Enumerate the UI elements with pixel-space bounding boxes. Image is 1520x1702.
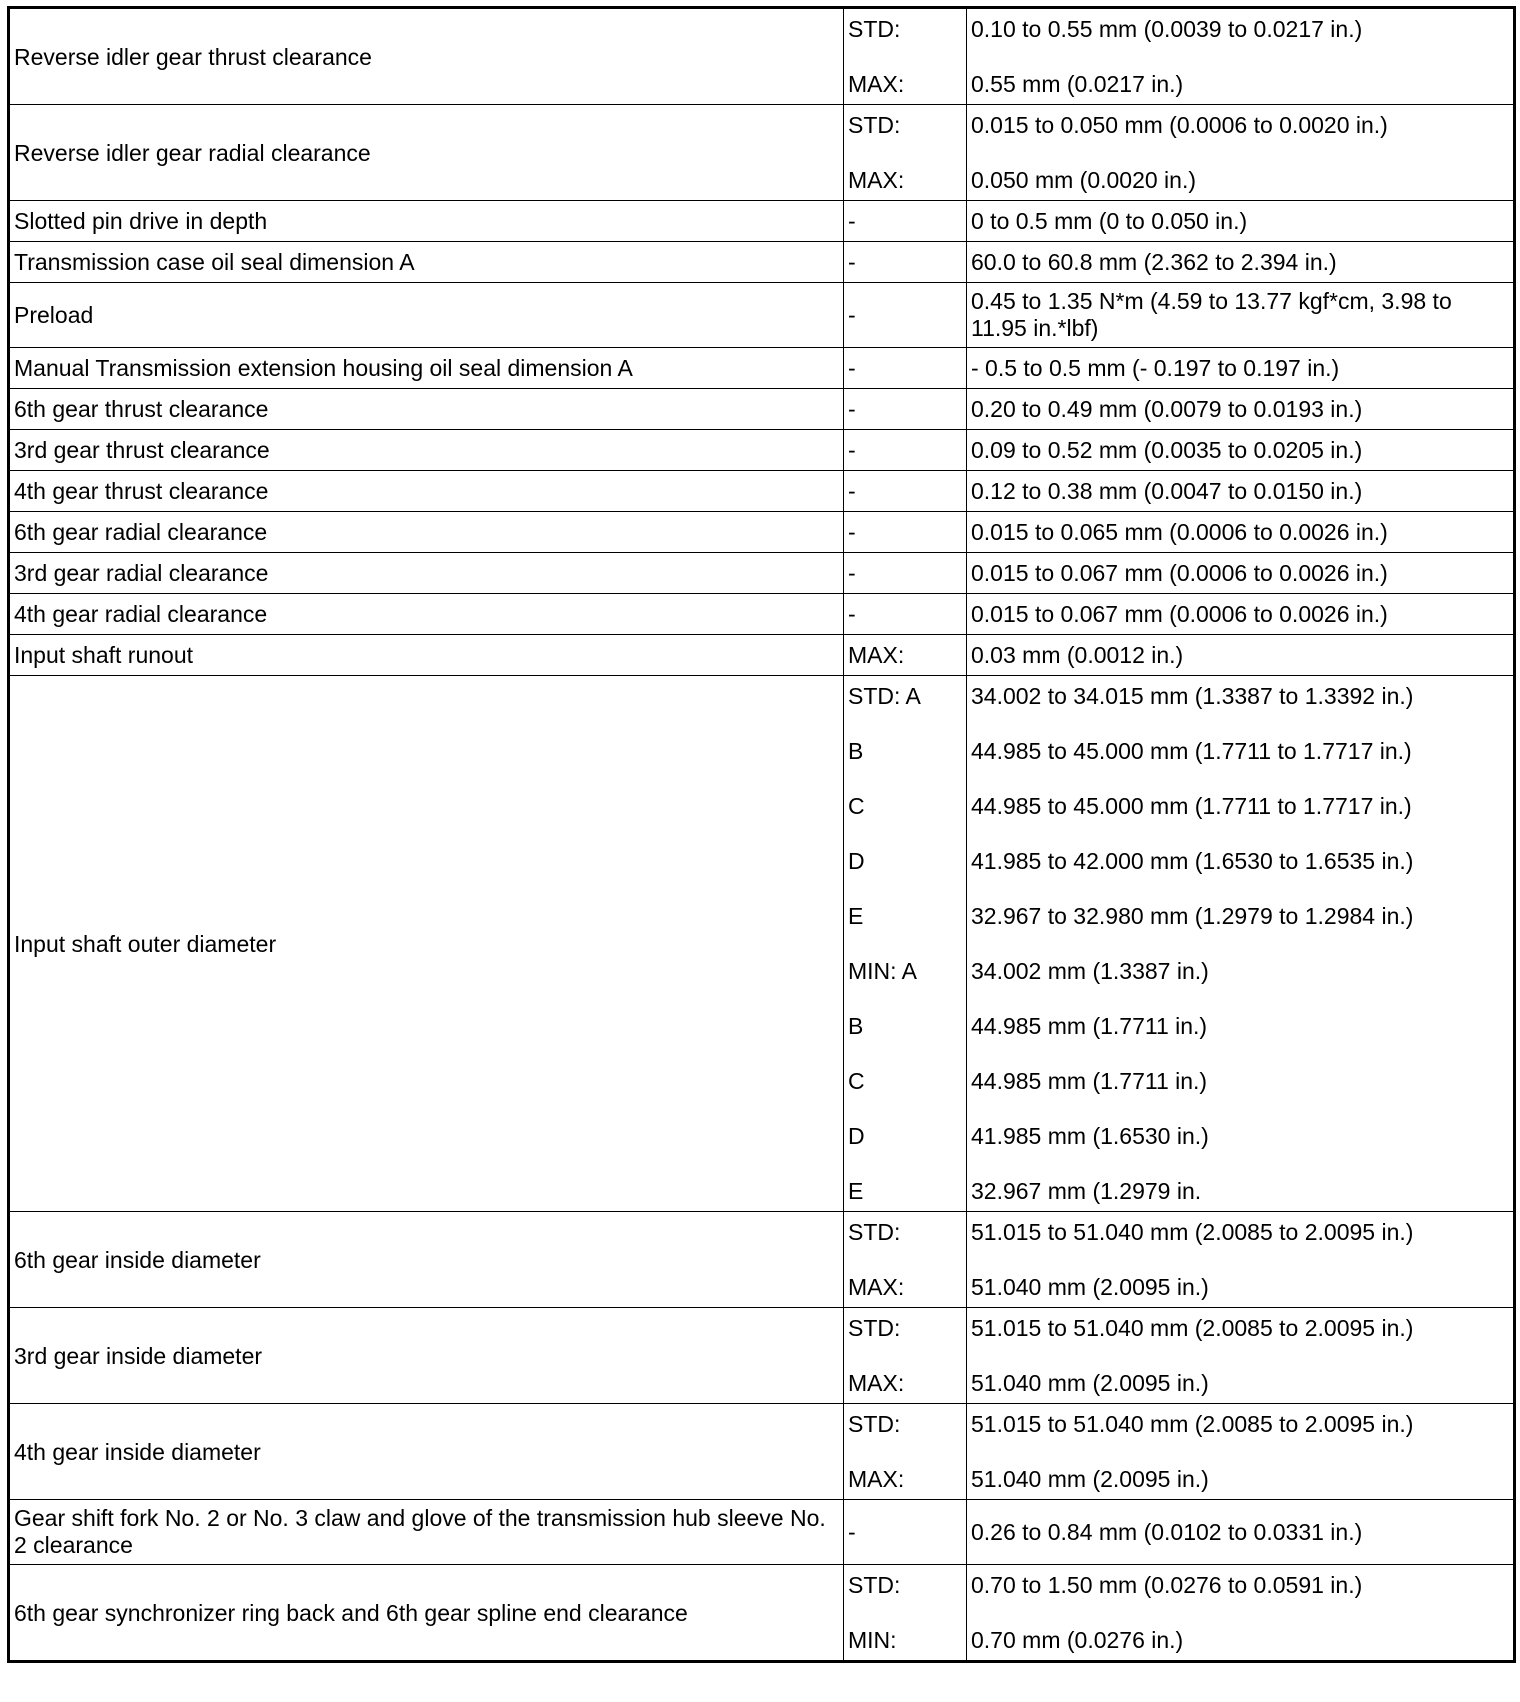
spec-item-name: 6th gear synchronizer ring back and 6th gear spline end clearance (9, 1565, 844, 1662)
spec-category-cell (844, 8, 967, 105)
spec-item-name: 4th gear thrust clearance (9, 471, 844, 512)
spec-item-name: Transmission case oil seal dimension A (9, 242, 844, 283)
table-row (9, 553, 1515, 594)
table-row (9, 1308, 1515, 1404)
spec-category-cell: - (844, 389, 967, 430)
spec-item-name: 4th gear inside diameter (9, 1404, 844, 1500)
spec-category: C (848, 793, 865, 819)
spec-category-cell (844, 1565, 967, 1662)
spec-category: STD: (848, 1572, 901, 1598)
spec-category-cell: - (844, 242, 967, 283)
spec-value-cell: 0.12 to 0.38 mm (0.0047 to 0.0150 in.) (967, 471, 1515, 512)
spec-item-name: Gear shift fork No. 2 or No. 3 claw and glove of the transmission hub sleeve No. 2 clearance (9, 1500, 844, 1565)
spec-category-cell (844, 676, 967, 1212)
spec-category: STD: (848, 112, 901, 138)
spec-category-cell: - (844, 471, 967, 512)
spec-value-cell: 0.26 to 0.84 mm (0.0102 to 0.0331 in.) (967, 1500, 1515, 1565)
table-row (9, 8, 1515, 105)
spec-category-cell: - (844, 1500, 967, 1565)
spec-category-cell (844, 1212, 967, 1308)
spec-category: B (848, 1013, 864, 1039)
table-row (9, 676, 1515, 1212)
spec-category-cell (844, 1308, 967, 1404)
spec-item-name: Input shaft runout (9, 635, 844, 676)
spec-value: 51.015 to 51.040 mm (2.0085 to 2.0095 in.) (971, 1219, 1414, 1245)
spec-value: 0.70 mm (0.0276 in.) (971, 1627, 1184, 1653)
spec-value-cell (967, 8, 1515, 105)
spec-category: B (848, 738, 864, 764)
spec-value-cell: 60.0 to 60.8 mm (2.362 to 2.394 in.) (967, 242, 1515, 283)
spec-value: 44.985 mm (1.7711 in.) (971, 1013, 1208, 1039)
table-row (9, 283, 1515, 348)
table-row (9, 1500, 1515, 1565)
spec-item-name: Reverse idler gear radial clearance (9, 105, 844, 201)
spec-table (7, 6, 1516, 1663)
table-row (9, 471, 1515, 512)
spec-item-name: 6th gear inside diameter (9, 1212, 844, 1308)
table-row (9, 201, 1515, 242)
spec-category: MAX: (848, 1370, 905, 1396)
spec-value-cell: 0.09 to 0.52 mm (0.0035 to 0.0205 in.) (967, 430, 1515, 471)
spec-item-name: 6th gear thrust clearance (9, 389, 844, 430)
spec-item-name: Preload (9, 283, 844, 348)
spec-item-name: Manual Transmission extension housing oil seal dimension A (9, 348, 844, 389)
spec-value-cell: 0.015 to 0.067 mm (0.0006 to 0.0026 in.) (967, 553, 1515, 594)
spec-value: 34.002 to 34.015 mm (1.3387 to 1.3392 in.) (971, 683, 1414, 709)
spec-value: 0.10 to 0.55 mm (0.0039 to 0.0217 in.) (971, 16, 1363, 42)
spec-value-cell (967, 105, 1515, 201)
spec-category: MAX: (848, 1274, 905, 1300)
table-row (9, 348, 1515, 389)
spec-value-cell (967, 1212, 1515, 1308)
spec-item-name: 3rd gear inside diameter (9, 1308, 844, 1404)
spec-value: 51.015 to 51.040 mm (2.0085 to 2.0095 in.) (971, 1315, 1414, 1341)
spec-value-cell: 0.03 mm (0.0012 in.) (967, 635, 1515, 676)
spec-value-cell (967, 676, 1515, 1212)
spec-value-cell: - 0.5 to 0.5 mm (- 0.197 to 0.197 in.) (967, 348, 1515, 389)
table-row (9, 1404, 1515, 1500)
spec-value-cell: 0.015 to 0.067 mm (0.0006 to 0.0026 in.) (967, 594, 1515, 635)
spec-value: 0.55 mm (0.0217 in.) (971, 71, 1184, 97)
spec-value: 51.040 mm (2.0095 in.) (971, 1466, 1209, 1492)
spec-category: E (848, 1178, 864, 1204)
spec-item-name: Input shaft outer diameter (9, 676, 844, 1212)
spec-category: MAX: (848, 71, 905, 97)
spec-value: 44.985 mm (1.7711 in.) (971, 1068, 1208, 1094)
spec-value: 41.985 to 42.000 mm (1.6530 to 1.6535 in.) (971, 848, 1414, 874)
spec-value: 44.985 to 45.000 mm (1.7711 to 1.7717 in.) (971, 793, 1412, 819)
spec-value: 51.015 to 51.040 mm (2.0085 to 2.0095 in.) (971, 1411, 1414, 1437)
spec-value-cell: 0.015 to 0.065 mm (0.0006 to 0.0026 in.) (967, 512, 1515, 553)
spec-category-cell: - (844, 553, 967, 594)
table-row (9, 594, 1515, 635)
spec-value: 44.985 to 45.000 mm (1.7711 to 1.7717 in.) (971, 738, 1412, 764)
spec-value-cell: 0.45 to 1.35 N*m (4.59 to 13.77 kgf*cm, 3.98 to 11.95 in.*lbf) (967, 283, 1515, 348)
spec-value-cell: 0 to 0.5 mm (0 to 0.050 in.) (967, 201, 1515, 242)
spec-category: MIN: (848, 1627, 897, 1653)
spec-item-name: 6th gear radial clearance (9, 512, 844, 553)
table-row (9, 242, 1515, 283)
spec-category-cell: MAX: (844, 635, 967, 676)
spec-item-name: 4th gear radial clearance (9, 594, 844, 635)
table-row (9, 1565, 1515, 1662)
spec-item-name: Slotted pin drive in depth (9, 201, 844, 242)
spec-value: 0.70 to 1.50 mm (0.0276 to 0.0591 in.) (971, 1572, 1363, 1598)
spec-table-body (9, 8, 1515, 1662)
table-row (9, 389, 1515, 430)
spec-item-name: 3rd gear radial clearance (9, 553, 844, 594)
spec-category: MAX: (848, 167, 905, 193)
spec-category-cell: - (844, 283, 967, 348)
spec-category-cell: - (844, 201, 967, 242)
spec-value: 32.967 mm (1.2979 in. (971, 1178, 1202, 1204)
table-row (9, 512, 1515, 553)
spec-value-cell (967, 1404, 1515, 1500)
spec-value: 0.015 to 0.050 mm (0.0006 to 0.0020 in.) (971, 112, 1388, 138)
spec-category: MAX: (848, 1466, 905, 1492)
spec-category: D (848, 848, 865, 874)
table-row (9, 430, 1515, 471)
table-row (9, 635, 1515, 676)
spec-category-cell: - (844, 594, 967, 635)
spec-category-cell (844, 105, 967, 201)
spec-category: E (848, 903, 864, 929)
spec-category-cell: - (844, 512, 967, 553)
spec-category: MIN: A (848, 958, 918, 984)
spec-category: D (848, 1123, 865, 1149)
spec-category-cell: - (844, 430, 967, 471)
table-row (9, 105, 1515, 201)
spec-value-cell (967, 1565, 1515, 1662)
table-row (9, 1212, 1515, 1308)
spec-item-name: Reverse idler gear thrust clearance (9, 8, 844, 105)
spec-category: STD: (848, 16, 901, 42)
spec-item-name: 3rd gear thrust clearance (9, 430, 844, 471)
spec-category: C (848, 1068, 865, 1094)
spec-category: STD: A (848, 683, 921, 709)
spec-category-cell: - (844, 348, 967, 389)
spec-category: STD: (848, 1315, 901, 1341)
spec-category-cell (844, 1404, 967, 1500)
spec-value: 32.967 to 32.980 mm (1.2979 to 1.2984 in.) (971, 903, 1414, 929)
spec-value: 34.002 mm (1.3387 in.) (971, 958, 1209, 984)
spec-category: STD: (848, 1411, 901, 1437)
spec-value: 41.985 mm (1.6530 in.) (971, 1123, 1209, 1149)
spec-value-cell (967, 1308, 1515, 1404)
spec-value: 0.050 mm (0.0020 in.) (971, 167, 1197, 193)
spec-value-cell: 0.20 to 0.49 mm (0.0079 to 0.0193 in.) (967, 389, 1515, 430)
spec-value: 51.040 mm (2.0095 in.) (971, 1370, 1209, 1396)
spec-category: STD: (848, 1219, 901, 1245)
spec-value: 51.040 mm (2.0095 in.) (971, 1274, 1209, 1300)
